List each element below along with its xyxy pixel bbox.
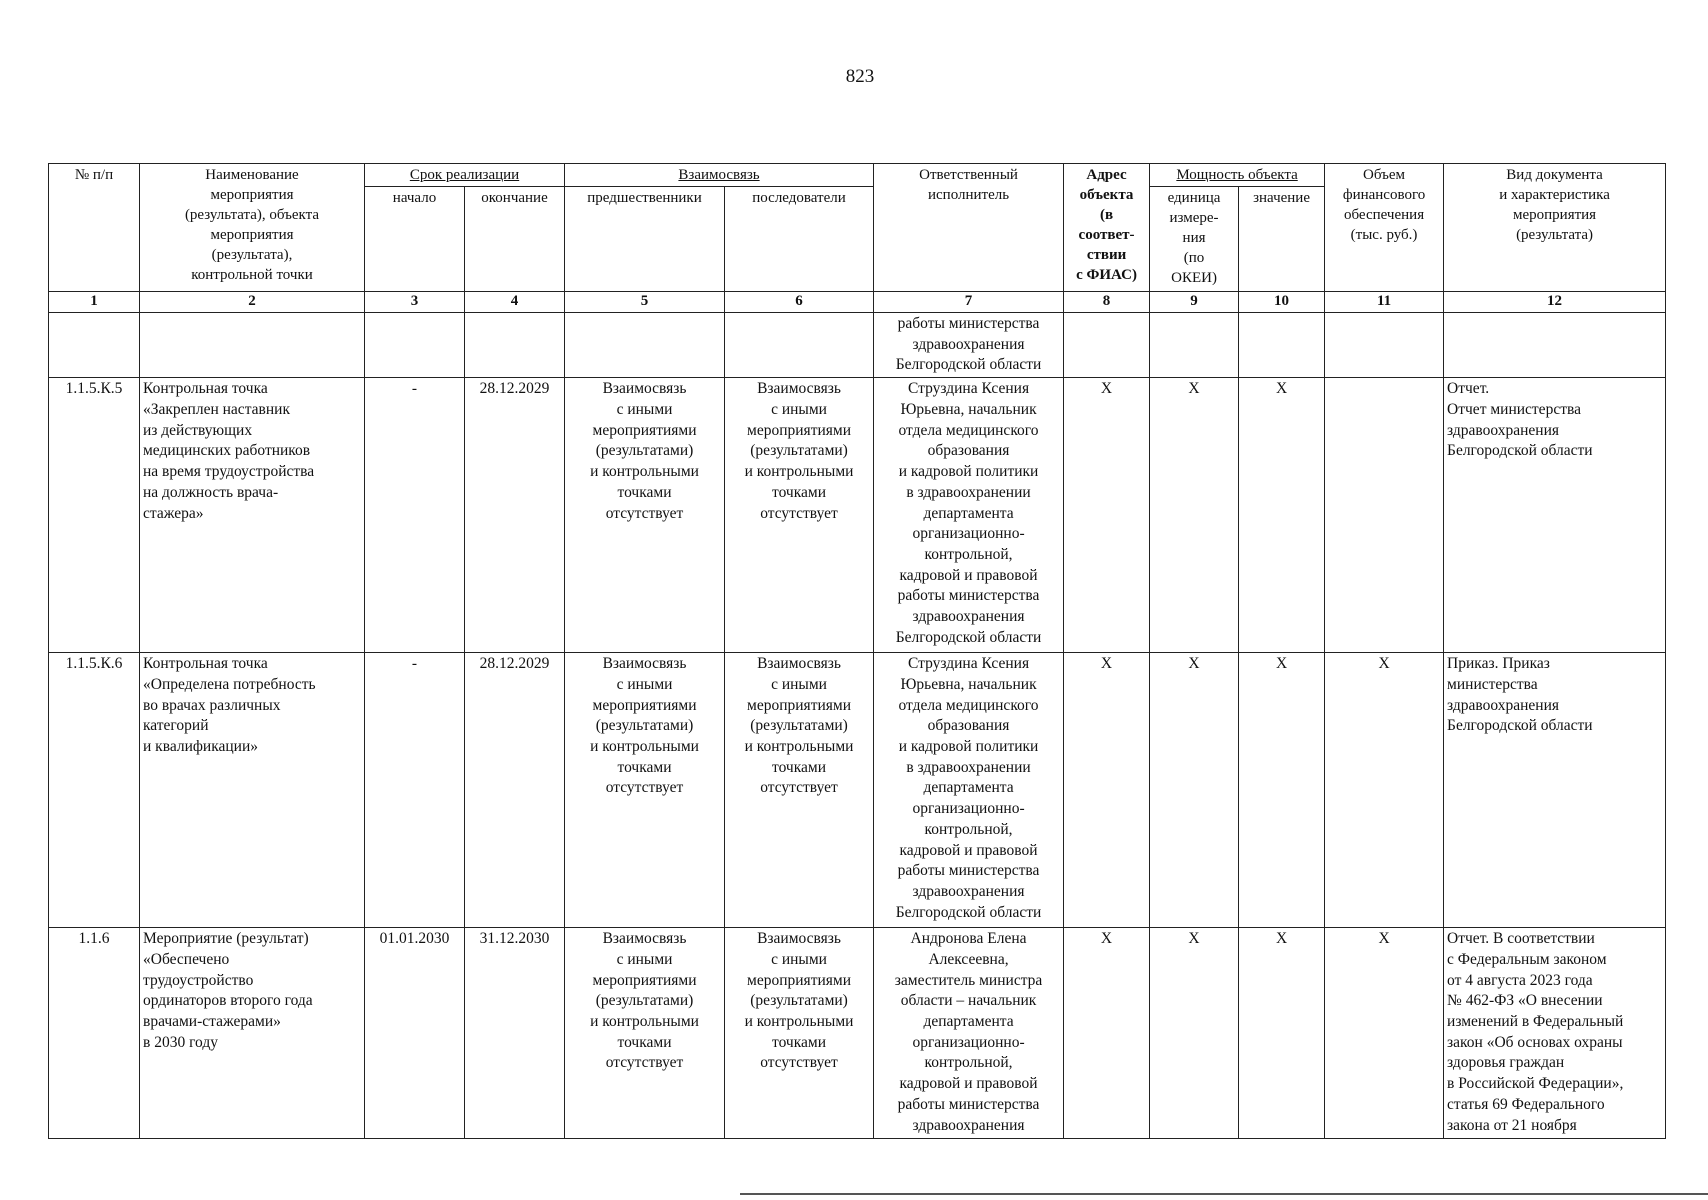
cell-pred: Взаимосвязь с иными мероприятиями (результатами) и контрольными точками отсутствует bbox=[565, 928, 725, 1139]
cell-responsible: Струздина Ксения Юрьевна, начальник отдела медицинского образования и кадровой политики в здравоохранении департамента организационно- контрольной, кадровой и правовой работы министерства здравоохранения Белгородской области bbox=[874, 378, 1064, 653]
cell-pred bbox=[565, 313, 725, 378]
header-responsible: Ответственный исполнитель bbox=[874, 164, 1064, 292]
header-term-end: окончание bbox=[465, 187, 565, 292]
cell-num bbox=[49, 313, 140, 378]
cell-address bbox=[1064, 313, 1150, 378]
column-number: 11 bbox=[1325, 292, 1444, 313]
cell-num: 1.1.5.К.5 bbox=[49, 378, 140, 653]
header-finance: Объем финансового обеспечения (тыс. руб.) bbox=[1325, 164, 1444, 292]
header-term-start: начало bbox=[365, 187, 465, 292]
header-link-succ: последователи bbox=[725, 187, 874, 292]
cell-unit: X bbox=[1150, 653, 1239, 928]
cell-name bbox=[140, 313, 365, 378]
cell-doc: Отчет. В соответствии с Федеральным законом от 4 августа 2023 года № 462-ФЗ «О внесении изменений в Федеральный закон «Об основах охраны здоровья граждан в Российской Федерации», статья 69 Федерального закона от 21 ноября bbox=[1444, 928, 1666, 1139]
cell-succ bbox=[725, 313, 874, 378]
cell-start: - bbox=[365, 378, 465, 653]
cell-succ: Взаимосвязь с иными мероприятиями (результатами) и контрольными точками отсутствует bbox=[725, 378, 874, 653]
table-row bbox=[49, 313, 1666, 378]
header-doc-type: Вид документа и характеристика мероприятия (результата) bbox=[1444, 164, 1666, 292]
cell-value: X bbox=[1239, 378, 1325, 653]
column-number: 1 bbox=[49, 292, 140, 313]
cell-address: X bbox=[1064, 378, 1150, 653]
page-number: 823 bbox=[845, 66, 875, 87]
table-body bbox=[49, 313, 1666, 1139]
cell-num: 1.1.6 bbox=[49, 928, 140, 1139]
cell-responsible: работы министерства здравоохранения Белгородской области bbox=[874, 313, 1064, 378]
column-number: 2 bbox=[140, 292, 365, 313]
scan-edge-line bbox=[740, 1193, 1708, 1195]
header-address: Адрес объекта (в соответ- ствии с ФИАС) bbox=[1064, 164, 1150, 292]
cell-address: X bbox=[1064, 653, 1150, 928]
cell-finance: X bbox=[1325, 653, 1444, 928]
cell-unit: X bbox=[1150, 378, 1239, 653]
cell-value bbox=[1239, 313, 1325, 378]
cell-start: 01.01.2030 bbox=[365, 928, 465, 1139]
cell-finance bbox=[1325, 313, 1444, 378]
cell-address: X bbox=[1064, 928, 1150, 1139]
column-number: 8 bbox=[1064, 292, 1150, 313]
cell-start bbox=[365, 313, 465, 378]
cell-unit bbox=[1150, 313, 1239, 378]
cell-end: 31.12.2030 bbox=[465, 928, 565, 1139]
cell-end bbox=[465, 313, 565, 378]
table-row bbox=[49, 378, 1666, 653]
header-link-pred: предшественники bbox=[565, 187, 725, 292]
cell-doc bbox=[1444, 313, 1666, 378]
table-row bbox=[49, 653, 1666, 928]
column-number-row bbox=[49, 292, 1666, 313]
header-link-group: Взаимосвязь bbox=[565, 164, 874, 187]
cell-value: X bbox=[1239, 653, 1325, 928]
cell-end: 28.12.2029 bbox=[465, 653, 565, 928]
cell-name: Контрольная точка «Определена потребность во врачах различных категорий и квалификации» bbox=[140, 653, 365, 928]
cell-num: 1.1.5.К.6 bbox=[49, 653, 140, 928]
cell-pred: Взаимосвязь с иными мероприятиями (результатами) и контрольными точками отсутствует bbox=[565, 378, 725, 653]
table-header bbox=[49, 164, 1666, 313]
column-number: 5 bbox=[565, 292, 725, 313]
cell-end: 28.12.2029 bbox=[465, 378, 565, 653]
cell-unit: X bbox=[1150, 928, 1239, 1139]
header-capacity-group: Мощность объекта bbox=[1150, 164, 1325, 187]
column-number: 9 bbox=[1150, 292, 1239, 313]
header-num: № п/п bbox=[49, 164, 140, 292]
activities-table bbox=[48, 163, 1666, 1139]
cell-succ: Взаимосвязь с иными мероприятиями (результатами) и контрольными точками отсутствует bbox=[725, 928, 874, 1139]
table-row bbox=[49, 928, 1666, 1139]
cell-doc: Отчет. Отчет министерства здравоохранения Белгородской области bbox=[1444, 378, 1666, 653]
cell-finance bbox=[1325, 378, 1444, 653]
header-term-group: Срок реализации bbox=[365, 164, 565, 187]
column-number: 6 bbox=[725, 292, 874, 313]
column-number: 10 bbox=[1239, 292, 1325, 313]
column-number: 3 bbox=[365, 292, 465, 313]
cell-succ: Взаимосвязь с иными мероприятиями (результатами) и контрольными точками отсутствует bbox=[725, 653, 874, 928]
column-number: 12 bbox=[1444, 292, 1666, 313]
column-number: 7 bbox=[874, 292, 1064, 313]
cell-doc: Приказ. Приказ министерства здравоохранения Белгородской области bbox=[1444, 653, 1666, 928]
cell-start: - bbox=[365, 653, 465, 928]
cell-pred: Взаимосвязь с иными мероприятиями (результатами) и контрольными точками отсутствует bbox=[565, 653, 725, 928]
column-number: 4 bbox=[465, 292, 565, 313]
header-name: Наименование мероприятия (результата), объекта мероприятия (результата), контрольной точки bbox=[140, 164, 365, 292]
cell-finance: X bbox=[1325, 928, 1444, 1139]
cell-name: Мероприятие (результат) «Обеспечено трудоустройство ординаторов второго года врачами-стажерами» в 2030 году bbox=[140, 928, 365, 1139]
cell-responsible: Андронова Елена Алексеевна, заместитель министра области – начальник департамента организационно- контрольной, кадровой и правовой работы министерства здравоохранения bbox=[874, 928, 1064, 1139]
cell-responsible: Струздина Ксения Юрьевна, начальник отдела медицинского образования и кадровой политики в здравоохранении департамента организационно- контрольной, кадровой и правовой работы министерства здравоохранения Белгородской области bbox=[874, 653, 1064, 928]
header-capacity-unit: единица измере- ния (по ОКЕИ) bbox=[1150, 187, 1239, 292]
header-capacity-value: значение bbox=[1239, 187, 1325, 292]
cell-name: Контрольная точка «Закреплен наставник из действующих медицинских работников на время трудоустройства на должность врача- стажера» bbox=[140, 378, 365, 653]
cell-value: X bbox=[1239, 928, 1325, 1139]
